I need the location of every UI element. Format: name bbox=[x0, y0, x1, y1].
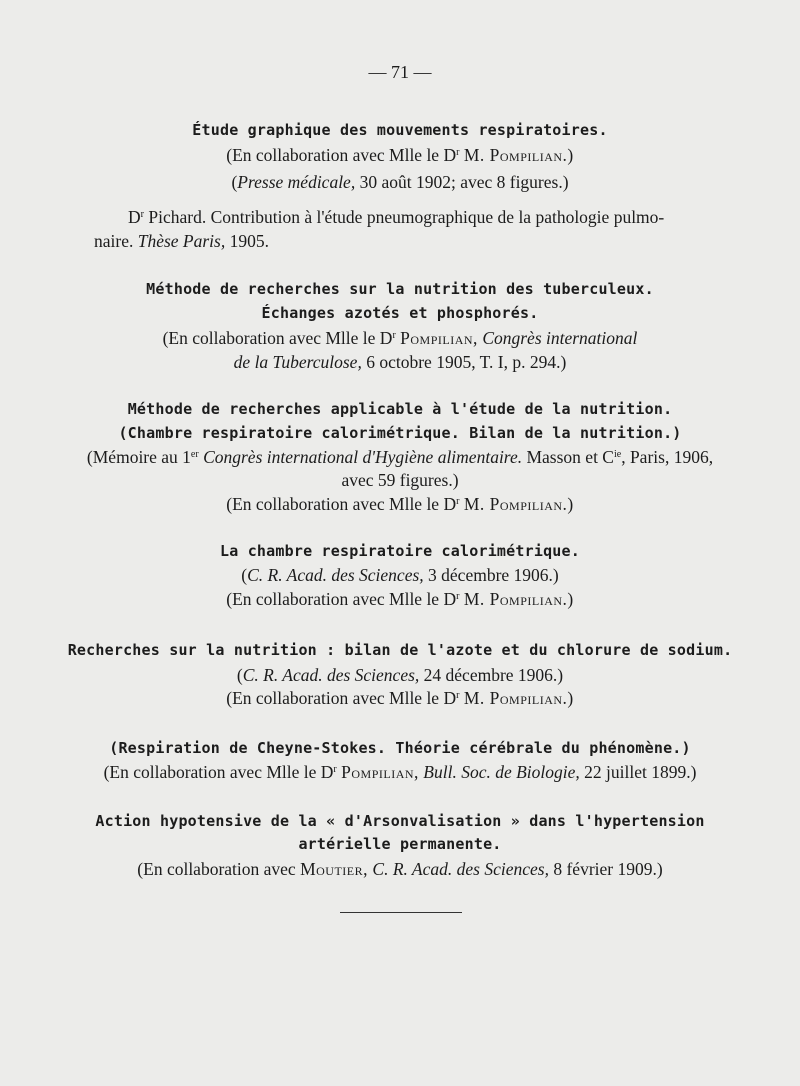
entry-8-title-2: artérielle permanente. bbox=[298, 835, 502, 853]
author-name: Pompilian, bbox=[400, 328, 478, 348]
superscript: r bbox=[456, 591, 460, 602]
ref-detail: 8 février 1909.) bbox=[553, 859, 663, 879]
superscript: r bbox=[456, 147, 460, 158]
entry-5-title: La chambre respiratoire calorimétrique. bbox=[220, 542, 580, 560]
journal-name: Presse médicale, bbox=[237, 172, 356, 192]
entry-5-reference bbox=[0, 565, 800, 586]
author-name: M. Pompilian.) bbox=[463, 145, 574, 165]
superscript: r bbox=[392, 330, 396, 341]
entry-5-collaboration bbox=[0, 589, 800, 610]
collab-text: (En collaboration avec Mlle le D bbox=[162, 328, 393, 348]
entry-2-text-cont: naire. bbox=[94, 231, 134, 251]
author-name: Pompilian, bbox=[341, 762, 419, 782]
collab-text: (En collaboration avec Mlle le D bbox=[226, 688, 457, 708]
journal-name: C. R. Acad. des Sciences, bbox=[372, 859, 549, 879]
superscript: r bbox=[456, 496, 460, 507]
ref-open: ( bbox=[236, 665, 243, 685]
collab-text: (En collaboration avec bbox=[137, 859, 296, 879]
journal-name: Bull. Soc. de Biologie, bbox=[423, 762, 580, 782]
ref-open: ( bbox=[241, 565, 248, 585]
memoir-text: (Mémoire au 1 bbox=[86, 447, 191, 467]
thesis-ref: Thèse Paris, bbox=[137, 231, 226, 251]
congress-name-cont: de la Tuberculose, bbox=[233, 352, 362, 372]
entry-2-line-2 bbox=[94, 231, 269, 252]
entry-7-collaboration bbox=[0, 762, 800, 783]
entry-4-figures: avec 59 figures.) bbox=[341, 470, 459, 490]
ref-detail: 22 juillet 1899.) bbox=[584, 762, 697, 782]
publisher: Masson et C bbox=[526, 447, 614, 467]
entry-6-title: Recherches sur la nutrition : bilan de l'azote et du chlorure de sodium. bbox=[67, 641, 733, 659]
ref-open: ( bbox=[231, 172, 238, 192]
superscript: r bbox=[456, 690, 460, 701]
entry-1-title: Étude graphique des mouvements respiratoires. bbox=[192, 121, 608, 139]
entry-3-title-1: Méthode de recherches sur la nutrition des tuberculeux. bbox=[146, 280, 654, 298]
journal-name: C. R. Acad. des Sciences, bbox=[247, 565, 424, 585]
publisher-place: , Paris, 1906, bbox=[621, 447, 714, 467]
entry-4-collaboration bbox=[0, 494, 800, 515]
superscript: ie bbox=[613, 449, 622, 460]
entry-7-title: (Respiration de Cheyne-Stokes. Théorie cérébrale du phénomène.) bbox=[109, 739, 691, 757]
ref-detail: 6 octobre 1905, T. I, p. 294.) bbox=[366, 352, 567, 372]
ref-detail: 24 décembre 1906.) bbox=[423, 665, 564, 685]
ref-detail: 3 décembre 1906.) bbox=[428, 565, 559, 585]
superscript: er bbox=[190, 449, 199, 460]
author-name: M. Pompilian.) bbox=[463, 494, 574, 514]
superscript: r bbox=[333, 764, 337, 775]
journal-name: C. R. Acad. des Sciences, bbox=[242, 665, 420, 685]
superscript: r bbox=[140, 209, 144, 220]
entry-6-collaboration bbox=[0, 688, 800, 709]
collab-text: (En collaboration avec Mlle le D bbox=[226, 145, 457, 165]
author-name: Moutier, bbox=[300, 859, 369, 879]
thesis-year: 1905. bbox=[229, 231, 269, 251]
collab-text: (En collaboration avec Mlle le D bbox=[103, 762, 334, 782]
ref-detail: 30 août 1902; avec 8 figures.) bbox=[359, 172, 569, 192]
author-name: M. Pompilian.) bbox=[463, 688, 574, 708]
entry-1-reference bbox=[0, 172, 800, 193]
entry-4-memoir bbox=[0, 447, 800, 468]
entry-8-title-1: Action hypotensive de la « d'Arsonvalisation » dans l'hypertension bbox=[95, 812, 705, 830]
doctor-abbrev: D bbox=[128, 207, 141, 227]
entry-2-text: Pichard. Contribution à l'étude pneumographique de la pathologie pulmo- bbox=[148, 207, 665, 227]
page-number: — 71 — bbox=[368, 62, 432, 82]
entry-3-title-2: Échanges azotés et phosphorés. bbox=[261, 304, 539, 322]
congress-name: Congrès international d'Hygiène alimentaire. bbox=[203, 447, 523, 467]
entry-3-reference bbox=[0, 352, 800, 373]
entry-4-title-2: (Chambre respiratoire calorimétrique. Bilan de la nutrition.) bbox=[118, 424, 682, 442]
entry-6-reference bbox=[0, 665, 800, 686]
entry-1-collaboration bbox=[0, 145, 800, 166]
entry-2-line-1 bbox=[128, 207, 664, 228]
collab-text: (En collaboration avec Mlle le D bbox=[226, 589, 457, 609]
entry-4-title-1: Méthode de recherches applicable à l'étude de la nutrition. bbox=[127, 400, 673, 418]
collab-text: (En collaboration avec Mlle le D bbox=[226, 494, 457, 514]
closing-rule bbox=[340, 912, 462, 913]
entry-3-collaboration bbox=[0, 328, 800, 349]
entry-8-collaboration bbox=[0, 859, 800, 880]
author-name: M. Pompilian.) bbox=[463, 589, 574, 609]
congress-name: Congrès international bbox=[482, 328, 638, 348]
